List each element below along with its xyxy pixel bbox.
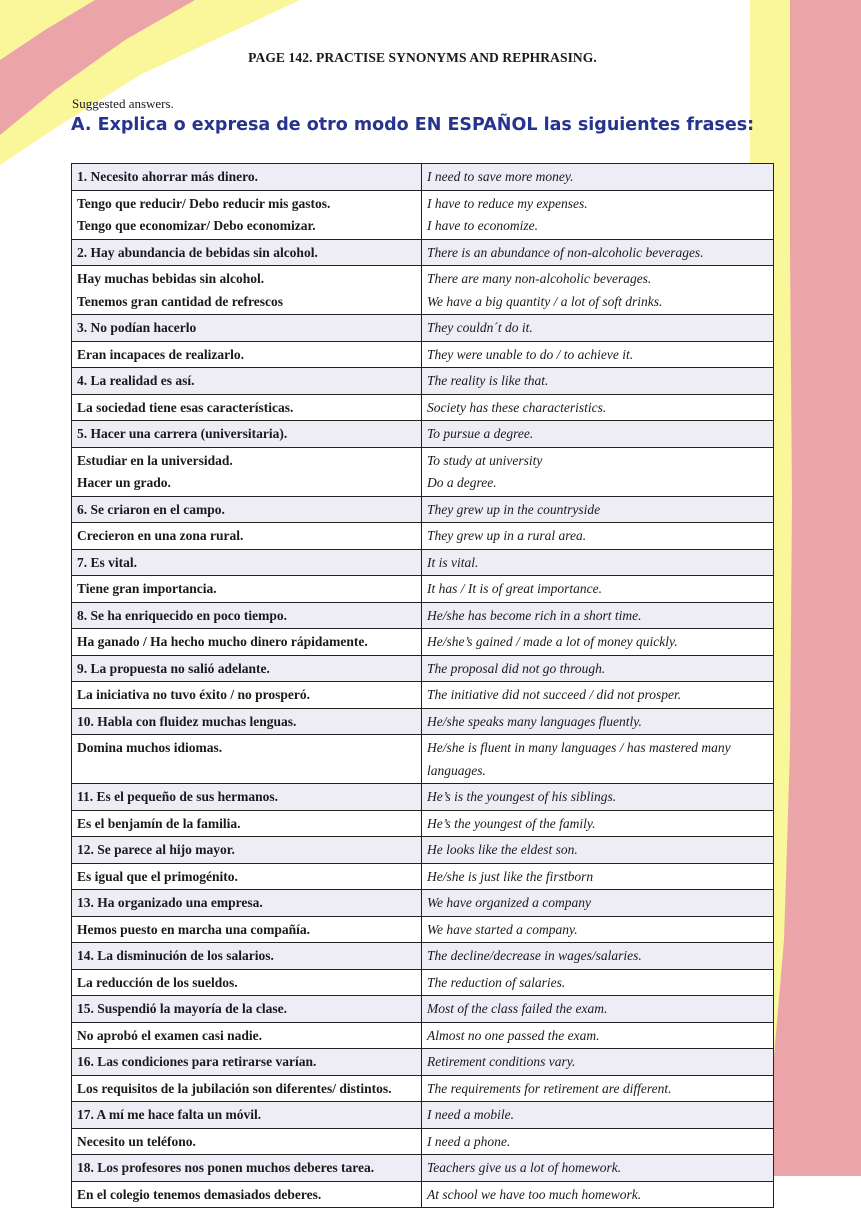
table-row: [72, 368, 774, 395]
english-cell-text: Do a degree.: [427, 475, 497, 490]
english-cell: [422, 190, 774, 239]
spanish-cell: [72, 394, 422, 421]
table-row: [72, 916, 774, 943]
english-cell: [422, 810, 774, 837]
spanish-cell: [72, 341, 422, 368]
spanish-cell: [72, 576, 422, 603]
spanish-cell: [72, 996, 422, 1023]
english-cell: [422, 837, 774, 864]
english-cell: [422, 368, 774, 395]
english-cell: [422, 996, 774, 1023]
english-cell: [422, 315, 774, 342]
spanish-cell: [72, 1128, 422, 1155]
english-cell-text: The reduction of salaries.: [427, 974, 566, 990]
english-cell-text: There is an abundance of non-alcoholic beverages.: [427, 244, 704, 260]
table-row: [72, 735, 774, 784]
english-cell-text: The proposal did not go through.: [427, 660, 606, 676]
table-row: [72, 602, 774, 629]
table-row: [72, 315, 774, 342]
spanish-cell-text: No aprobó el examen casi nadie.: [77, 1027, 262, 1043]
english-cell-text: Most of the class failed the exam.: [427, 1001, 608, 1016]
spanish-cell: [72, 916, 422, 943]
table-row: [72, 549, 774, 576]
english-cell-text: He’s the youngest of the family.: [427, 815, 596, 831]
table-row: [72, 496, 774, 523]
spanish-cell-text: Tengo que economizar/ Debo economizar.: [77, 218, 316, 233]
english-cell: [422, 943, 774, 970]
spanish-cell-text: Tenemos gran cantidad de refrescos: [77, 293, 283, 309]
spanish-cell-text: 9. La propuesta no salió adelante.: [77, 660, 270, 676]
spanish-cell: [72, 735, 422, 784]
english-cell-text: I need a phone.: [427, 1133, 511, 1149]
table-row: [72, 810, 774, 837]
table-row: [72, 708, 774, 735]
spanish-cell: [72, 368, 422, 395]
english-cell: [422, 341, 774, 368]
suggested-answers-label: Suggested answers.: [72, 96, 174, 111]
english-cell-text: To pursue a degree.: [427, 426, 534, 441]
english-cell: [422, 682, 774, 709]
spanish-cell-text: Necesito un teléfono.: [77, 1133, 196, 1149]
spanish-cell: [72, 190, 422, 239]
spanish-cell: [72, 421, 422, 448]
spanish-cell-text: 7. Es vital.: [77, 554, 138, 570]
spanish-cell: [72, 1075, 422, 1102]
spanish-cell-text: 8. Se ha enriquecido en poco tiempo.: [77, 607, 288, 623]
spanish-cell-text: 12. Se parece al hijo mayor.: [77, 842, 235, 857]
spanish-cell: [72, 784, 422, 811]
spanish-cell-text: 4. La realidad es así.: [77, 373, 195, 388]
english-cell-text: He/she speaks many languages fluently.: [427, 713, 642, 729]
spanish-cell: [72, 837, 422, 864]
spanish-cell: [72, 863, 422, 890]
spanish-cell: [72, 810, 422, 837]
spanish-cell-text: Domina muchos idiomas.: [77, 740, 223, 755]
english-cell: [422, 576, 774, 603]
table-row: [72, 576, 774, 603]
spanish-cell: [72, 164, 422, 191]
english-cell: [422, 1155, 774, 1182]
spanish-cell: [72, 447, 422, 496]
table-row: [72, 421, 774, 448]
spanish-cell-text: 16. Las condiciones para retirarse varían.: [77, 1054, 317, 1069]
table-row: [72, 447, 774, 496]
table-row: [72, 239, 774, 266]
spanish-cell-text: 18. Los profesores nos ponen muchos deberes tarea.: [77, 1160, 375, 1175]
spanish-cell: [72, 239, 422, 266]
english-cell: [422, 1128, 774, 1155]
english-cell-text: He looks like the eldest son.: [427, 842, 578, 857]
english-cell: [422, 629, 774, 656]
table-row: [72, 996, 774, 1023]
spanish-cell: [72, 602, 422, 629]
spanish-cell: [72, 549, 422, 576]
english-cell-text: We have started a company.: [427, 921, 578, 937]
spanish-cell: [72, 682, 422, 709]
spanish-cell-text: 17. A mí me hace falta un móvil.: [77, 1107, 262, 1122]
spanish-cell-text: 13. Ha organizado una empresa.: [77, 895, 263, 910]
english-cell-text: The decline/decrease in wages/salaries.: [427, 948, 642, 963]
section-heading: A. Explica o expresa de otro modo EN ESPAÑOL las siguientes frases:: [71, 115, 755, 135]
table-row: [72, 1128, 774, 1155]
table-row: [72, 394, 774, 421]
spanish-cell-text: Estudiar en la universidad.: [77, 452, 233, 468]
spanish-cell-text: Hacer un grado.: [77, 475, 171, 490]
table-row: [72, 341, 774, 368]
english-cell-text: I have to reduce my expenses.: [427, 195, 588, 211]
spanish-cell-text: Es el benjamín de la familia.: [77, 815, 241, 831]
english-cell-text: He/she is just like the firstborn: [427, 868, 594, 884]
spanish-cell-text: Hemos puesto en marcha una compañía.: [77, 921, 311, 937]
table-row: [72, 1022, 774, 1049]
english-cell: [422, 496, 774, 523]
spanish-cell: [72, 629, 422, 656]
table-row: [72, 1075, 774, 1102]
table-row: [72, 1181, 774, 1208]
answers-table: [71, 163, 774, 1208]
english-cell: [422, 890, 774, 917]
spanish-cell: [72, 969, 422, 996]
table-row: [72, 266, 774, 315]
table-row: [72, 164, 774, 191]
spanish-cell-text: 3. No podían hacerlo: [77, 320, 197, 335]
english-cell: [422, 1181, 774, 1208]
english-cell-text: We have organized a company: [427, 895, 591, 910]
spanish-cell-text: La sociedad tiene esas características.: [77, 399, 294, 415]
english-cell: [422, 1075, 774, 1102]
english-cell-text: They grew up in a rural area.: [427, 528, 587, 543]
spanish-cell-text: Ha ganado / Ha hecho mucho dinero rápidamente.: [77, 634, 368, 649]
spanish-cell: [72, 266, 422, 315]
english-cell: [422, 916, 774, 943]
table-row: [72, 969, 774, 996]
english-cell-text: He’s is the youngest of his siblings.: [427, 789, 617, 804]
spanish-cell: [72, 1181, 422, 1208]
spanish-cell: [72, 1049, 422, 1076]
english-cell-text: There are many non-alcoholic beverages.: [427, 271, 652, 286]
english-cell-text: He/she’s gained / made a lot of money quickly.: [427, 634, 678, 649]
english-cell: [422, 421, 774, 448]
spanish-cell-text: 6. Se criaron en el campo.: [77, 501, 225, 517]
english-cell: [422, 164, 774, 191]
spanish-cell-text: 10. Habla con fluidez muchas lenguas.: [77, 713, 297, 729]
english-cell-text: The reality is like that.: [427, 373, 549, 388]
table-row: [72, 1102, 774, 1129]
english-cell-text: They grew up in the countryside: [427, 501, 601, 517]
english-cell-text: I have to economize.: [427, 218, 538, 233]
english-cell: [422, 1102, 774, 1129]
spanish-cell-text: La iniciativa no tuvo éxito / no prosperó.: [77, 687, 311, 702]
english-cell-text: He/she has become rich in a short time.: [427, 607, 642, 623]
english-cell-text: The initiative did not succeed / did not prosper.: [427, 687, 682, 702]
english-cell: [422, 708, 774, 735]
english-cell: [422, 655, 774, 682]
english-cell-text: It is vital.: [427, 554, 479, 570]
answers-table-body: [72, 164, 774, 1208]
spanish-cell-text: 5. Hacer una carrera (universitaria).: [77, 426, 288, 441]
english-cell-text: Almost no one passed the exam.: [427, 1027, 600, 1043]
spanish-cell-text: 14. La disminución de los salarios.: [77, 948, 274, 963]
english-cell: [422, 549, 774, 576]
table-row: [72, 837, 774, 864]
spanish-cell-text: Tiene gran importancia.: [77, 581, 217, 596]
spanish-cell-text: 1. Necesito ahorrar más dinero.: [77, 169, 258, 184]
english-cell-text: The requirements for retirement are different.: [427, 1080, 672, 1096]
spanish-cell: [72, 1102, 422, 1129]
table-row: [72, 523, 774, 550]
spanish-cell-text: Los requisitos de la jubilación son diferentes/ distintos.: [77, 1080, 392, 1096]
spanish-cell: [72, 1155, 422, 1182]
spanish-cell: [72, 655, 422, 682]
table-row: [72, 655, 774, 682]
spanish-cell: [72, 523, 422, 550]
spanish-cell-text: Crecieron en una zona rural.: [77, 528, 244, 543]
spanish-cell-text: En el colegio tenemos demasiados deberes.: [77, 1186, 322, 1202]
spanish-cell-text: 11. Es el pequeño de sus hermanos.: [77, 789, 279, 804]
spanish-cell-text: 2. Hay abundancia de bebidas sin alcohol.: [77, 244, 318, 260]
english-cell-text: They were unable to do / to achieve it.: [427, 346, 634, 362]
english-cell: [422, 784, 774, 811]
english-cell-text: To study at university: [427, 452, 543, 468]
spanish-cell-text: Es igual que el primogénito.: [77, 868, 238, 884]
spanish-cell: [72, 890, 422, 917]
table-row: [72, 943, 774, 970]
english-cell: [422, 602, 774, 629]
english-cell-text: I need to save more money.: [427, 169, 574, 184]
spanish-cell: [72, 1022, 422, 1049]
english-cell-text: Teachers give us a lot of homework.: [427, 1160, 622, 1175]
table-row: [72, 1049, 774, 1076]
table-row: [72, 1155, 774, 1182]
spanish-cell: [72, 496, 422, 523]
english-cell-text: Society has these characteristics.: [427, 399, 607, 415]
english-cell: [422, 447, 774, 496]
english-cell: [422, 239, 774, 266]
page-title: PAGE 142. PRACTISE SYNONYMS AND REPHRASING.: [248, 50, 597, 65]
english-cell: [422, 1022, 774, 1049]
english-cell-text: At school we have too much homework.: [427, 1186, 642, 1202]
english-cell: [422, 394, 774, 421]
english-cell-text: It has / It is of great importance.: [427, 581, 602, 596]
english-cell: [422, 523, 774, 550]
spanish-cell-text: Tengo que reducir/ Debo reducir mis gastos.: [77, 195, 331, 211]
spanish-cell: [72, 315, 422, 342]
english-cell: [422, 735, 774, 784]
table-row: [72, 863, 774, 890]
spanish-cell: [72, 708, 422, 735]
table-row: [72, 682, 774, 709]
english-cell-text: He/she is fluent in many languages / has mastered many languages.: [427, 740, 731, 778]
table-row: [72, 890, 774, 917]
english-cell: [422, 863, 774, 890]
table-row: [72, 784, 774, 811]
english-cell-text: We have a big quantity / a lot of soft drinks.: [427, 293, 663, 309]
spanish-cell-text: 15. Suspendió la mayoría de la clase.: [77, 1001, 288, 1016]
english-cell-text: I need a mobile.: [427, 1107, 514, 1122]
english-cell: [422, 1049, 774, 1076]
spanish-cell-text: Eran incapaces de realizarlo.: [77, 346, 244, 362]
english-cell: [422, 969, 774, 996]
spanish-cell-text: La reducción de los sueldos.: [77, 974, 238, 990]
spanish-cell: [72, 943, 422, 970]
table-row: [72, 190, 774, 239]
english-cell-text: Retirement conditions vary.: [427, 1054, 576, 1069]
table-row: [72, 629, 774, 656]
english-cell: [422, 266, 774, 315]
spanish-cell-text: Hay muchas bebidas sin alcohol.: [77, 271, 265, 286]
english-cell-text: They couldn´t do it.: [427, 320, 533, 335]
